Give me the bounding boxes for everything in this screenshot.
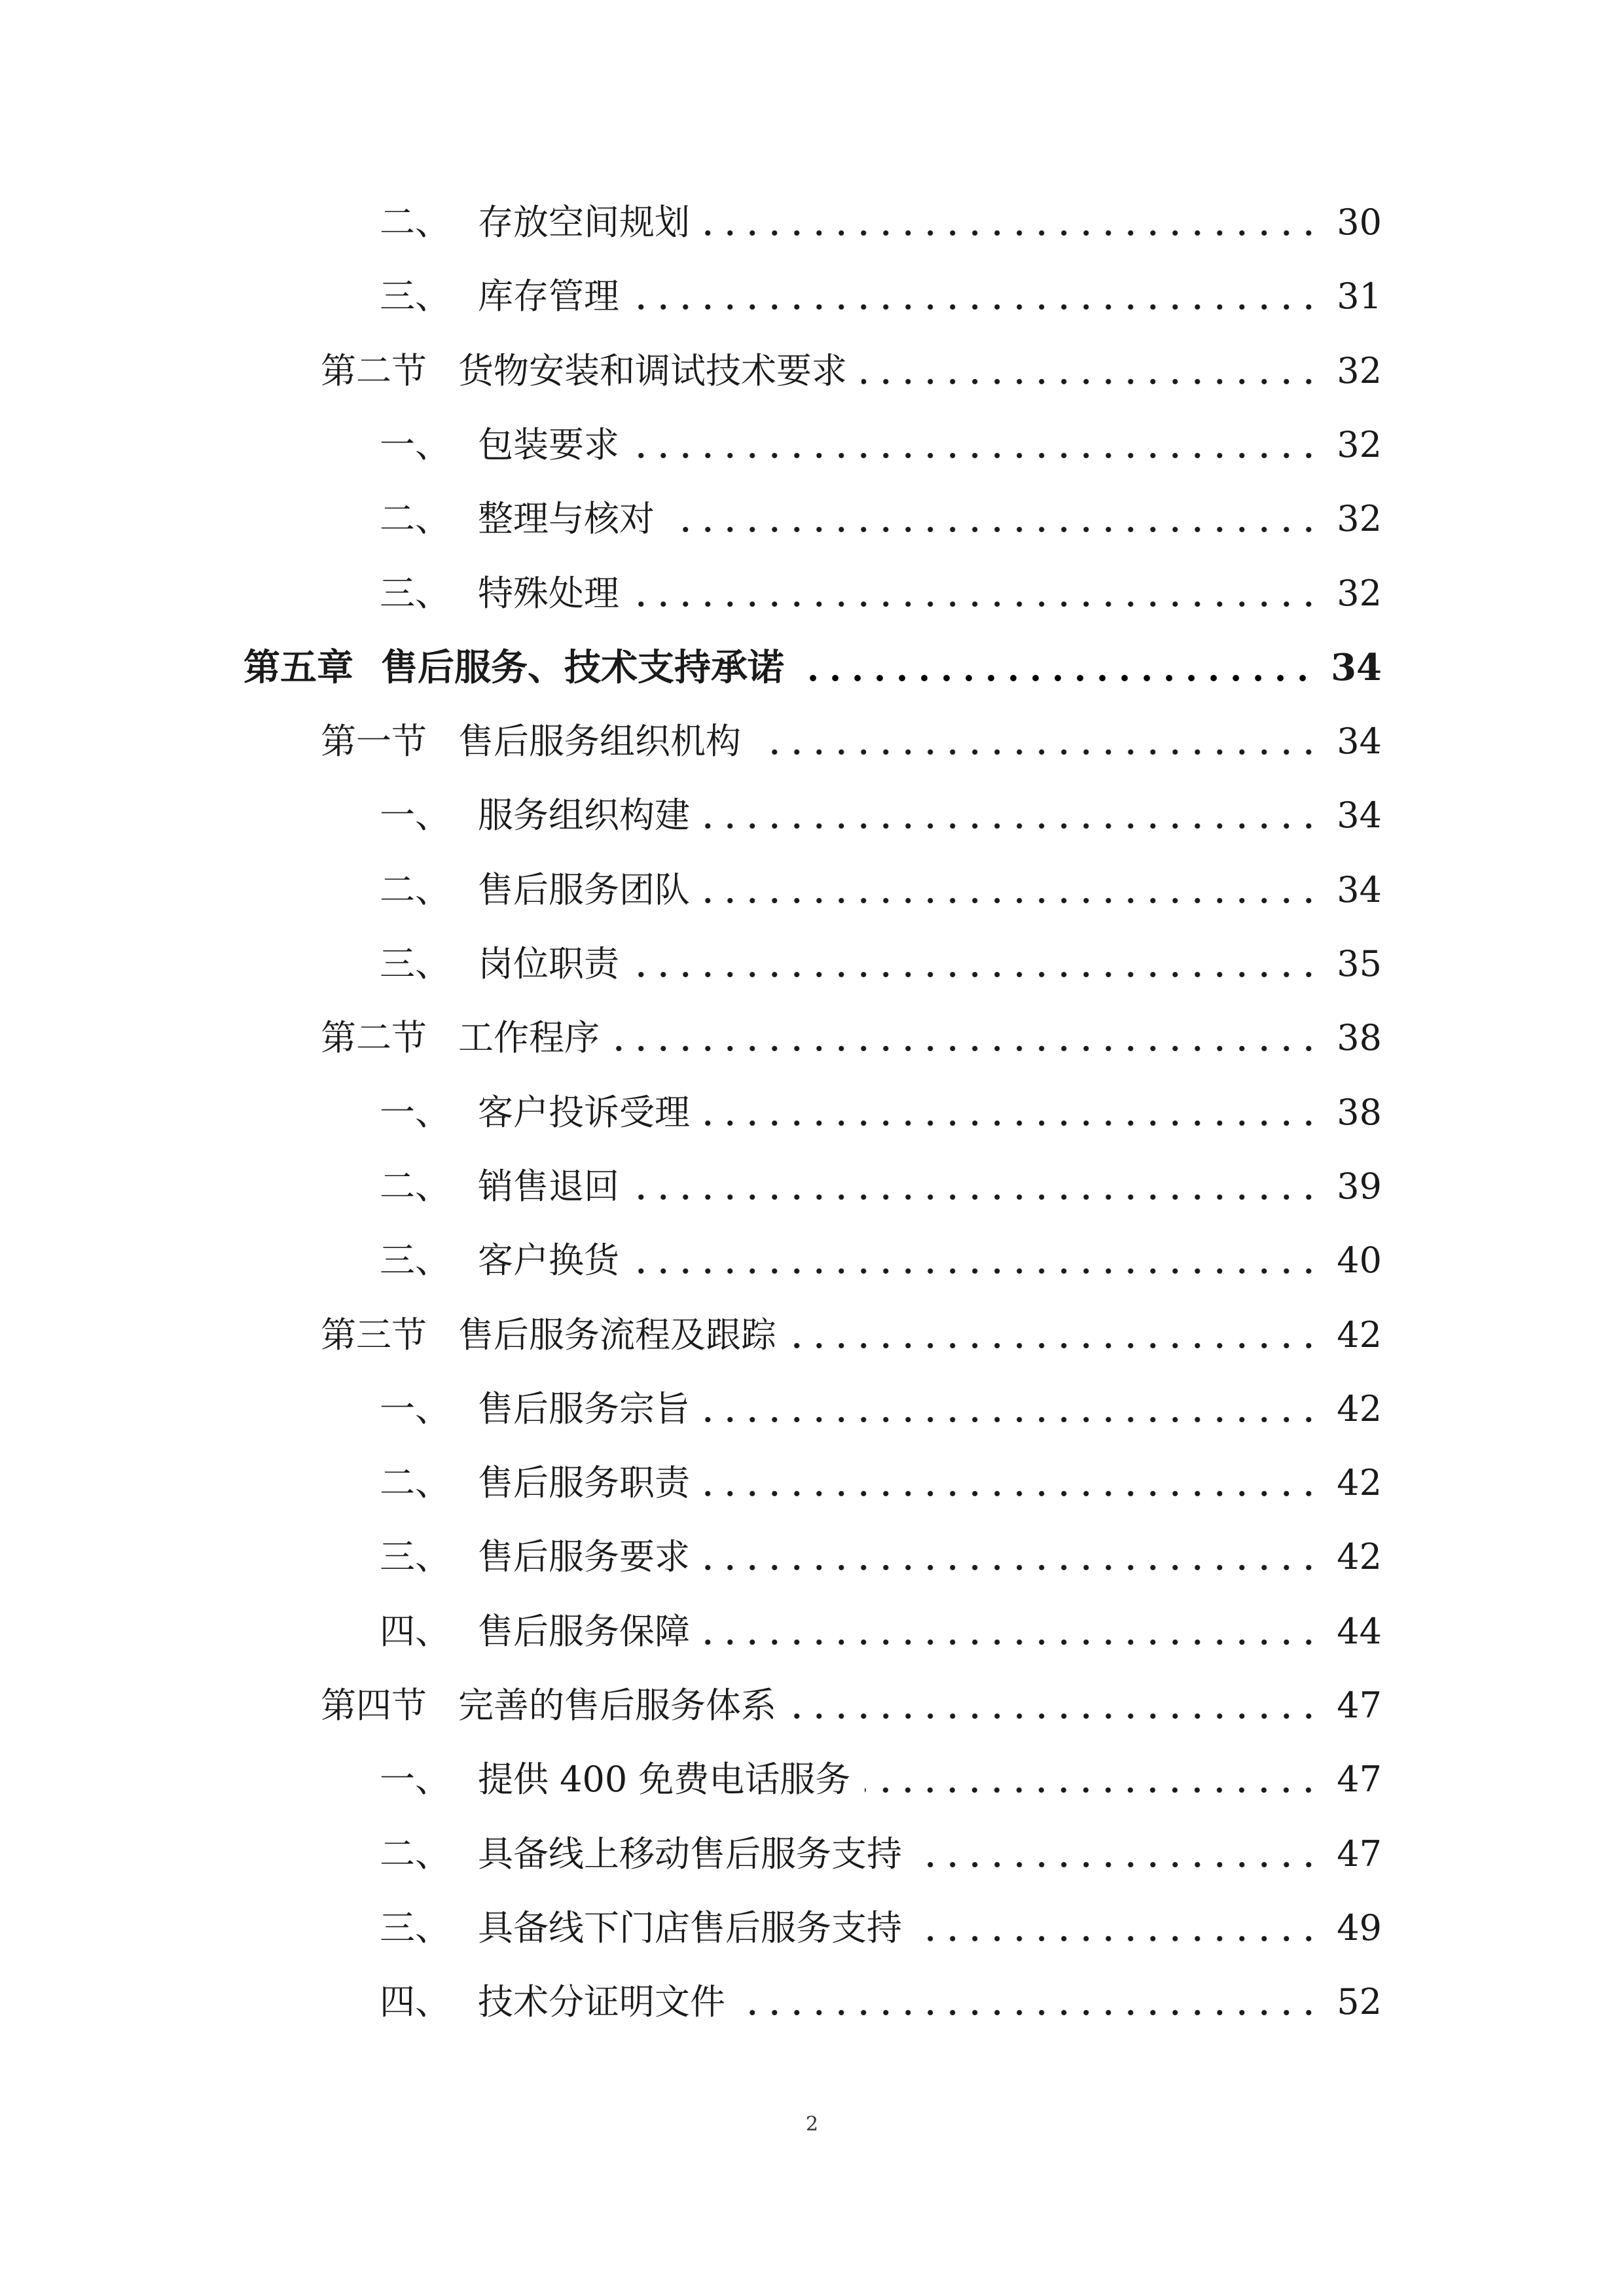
page-number: 2 bbox=[805, 2113, 819, 2136]
toc-entry-marker: 一、 bbox=[380, 1759, 450, 1800]
toc-entry-title: 完善的售后服务体系 bbox=[458, 1685, 776, 1726]
toc-entry-section[interactable] bbox=[321, 1312, 1382, 1358]
toc-entry-page-number: 32 bbox=[1337, 350, 1382, 391]
toc-entry-item[interactable] bbox=[380, 1164, 1382, 1210]
toc-entry-title: 提供 400 免费电话服务 bbox=[478, 1759, 851, 1800]
dot-leader bbox=[704, 200, 1320, 245]
toc-entry-page-number: 39 bbox=[1337, 1166, 1382, 1207]
toc-entry-page-number: 52 bbox=[1337, 1981, 1382, 2022]
toc-entry-item[interactable] bbox=[380, 941, 1382, 987]
dot-leader bbox=[740, 1979, 1320, 2025]
dot-leader bbox=[634, 1164, 1320, 1210]
toc-entry-title: 库存管理 bbox=[478, 276, 619, 317]
dot-leader bbox=[634, 941, 1320, 987]
dot-leader bbox=[634, 422, 1320, 468]
dot-leader bbox=[704, 1090, 1320, 1136]
toc-entry-title: 售后服务组织机构 bbox=[458, 721, 741, 762]
toc-entry-item[interactable] bbox=[380, 571, 1382, 617]
toc-entry-marker: 一、 bbox=[380, 1092, 450, 1133]
toc-entry-title: 售后服务宗旨 bbox=[478, 1388, 690, 1429]
toc-entry-page-number: 42 bbox=[1337, 1462, 1382, 1503]
dot-leader bbox=[865, 1757, 1320, 1803]
toc-entry-marker: 三、 bbox=[380, 943, 450, 984]
toc-entry-chapter[interactable] bbox=[244, 645, 1382, 691]
toc-entry-item[interactable] bbox=[380, 1757, 1382, 1803]
toc-entry-item[interactable] bbox=[380, 496, 1382, 542]
dot-leader bbox=[861, 348, 1320, 394]
toc-entry-section[interactable] bbox=[321, 719, 1382, 764]
toc-entry-item[interactable] bbox=[380, 422, 1382, 468]
dot-leader bbox=[704, 1386, 1320, 1432]
dot-leader bbox=[916, 1905, 1320, 1951]
toc-entry-marker: 三、 bbox=[380, 1536, 450, 1577]
toc-entry-page-number: 38 bbox=[1337, 1017, 1382, 1058]
toc-entry-title: 售后服务要求 bbox=[478, 1536, 690, 1577]
toc-entry-section[interactable] bbox=[321, 1015, 1382, 1061]
toc-entry-page-number: 34 bbox=[1331, 646, 1382, 689]
toc-entry-title: 岗位职责 bbox=[478, 943, 619, 984]
toc-entry-title: 客户换货 bbox=[478, 1240, 619, 1281]
toc-entry-title: 特殊处理 bbox=[478, 573, 619, 614]
toc-entry-page-number: 35 bbox=[1337, 943, 1382, 984]
toc-entry-marker: 第五章 bbox=[244, 646, 353, 689]
toc-entry-marker: 二、 bbox=[380, 1833, 450, 1874]
dot-leader bbox=[634, 274, 1320, 319]
toc-entry-page-number: 47 bbox=[1337, 1759, 1382, 1800]
dot-leader bbox=[799, 645, 1314, 691]
toc-entry-marker: 第一节 bbox=[321, 721, 427, 762]
toc-entry-item[interactable] bbox=[380, 1238, 1382, 1283]
toc-entry-page-number: 42 bbox=[1337, 1314, 1382, 1355]
toc-entry-page-number: 32 bbox=[1337, 424, 1382, 465]
toc-entry-page-number: 47 bbox=[1337, 1833, 1382, 1874]
toc-entry-item[interactable] bbox=[380, 274, 1382, 319]
toc-entry-title: 具备线上移动售后服务支持 bbox=[478, 1833, 902, 1874]
toc-entry-item[interactable] bbox=[380, 793, 1382, 838]
toc-entry-marker: 二、 bbox=[380, 202, 450, 243]
toc-entry-page-number: 44 bbox=[1337, 1611, 1382, 1652]
toc-entry-title: 具备线下门店售后服务支持 bbox=[478, 1907, 902, 1948]
toc-entry-item[interactable] bbox=[380, 1534, 1382, 1580]
toc-entry-item[interactable] bbox=[380, 1609, 1382, 1655]
toc-entry-marker: 第二节 bbox=[321, 1017, 427, 1058]
toc-entry-marker: 一、 bbox=[380, 424, 450, 465]
toc-entry-page-number: 34 bbox=[1337, 795, 1382, 836]
toc-entry-title: 包装要求 bbox=[478, 424, 619, 465]
toc-entry-marker: 二、 bbox=[380, 498, 450, 539]
dot-leader bbox=[669, 496, 1320, 542]
toc-entry-title: 售后服务流程及跟踪 bbox=[458, 1314, 776, 1355]
toc-entry-page-number: 32 bbox=[1337, 573, 1382, 614]
toc-entry-item[interactable] bbox=[380, 1831, 1382, 1877]
toc-entry-marker: 三、 bbox=[380, 1907, 450, 1948]
toc-entry-item[interactable] bbox=[380, 867, 1382, 913]
dot-leader bbox=[614, 1015, 1320, 1061]
toc-entry-page-number: 42 bbox=[1337, 1388, 1382, 1429]
dot-leader bbox=[704, 1460, 1320, 1506]
toc-entry-marker: 四、 bbox=[380, 1611, 450, 1652]
toc-entry-page-number: 40 bbox=[1337, 1240, 1382, 1281]
toc-entry-marker: 第四节 bbox=[321, 1685, 427, 1726]
toc-entry-marker: 第二节 bbox=[321, 350, 427, 391]
toc-entry-marker: 三、 bbox=[380, 573, 450, 614]
toc-entry-page-number: 30 bbox=[1337, 202, 1382, 243]
toc-entry-page-number: 49 bbox=[1337, 1907, 1382, 1948]
toc-entry-page-number: 38 bbox=[1337, 1092, 1382, 1133]
toc-entry-item[interactable] bbox=[380, 1979, 1382, 2025]
toc-entry-page-number: 31 bbox=[1337, 276, 1382, 317]
toc-entry-title: 工作程序 bbox=[458, 1017, 600, 1058]
toc-entry-title: 货物安装和调试技术要求 bbox=[458, 350, 847, 391]
toc-entry-marker: 一、 bbox=[380, 1388, 450, 1429]
toc-entry-marker: 三、 bbox=[380, 1240, 450, 1281]
toc-entry-title: 售后服务保障 bbox=[478, 1611, 690, 1652]
toc-entry-title: 技术分证明文件 bbox=[478, 1981, 725, 2022]
toc-entry-marker: 二、 bbox=[380, 1462, 450, 1503]
toc-entry-section[interactable] bbox=[321, 1683, 1382, 1729]
toc-entry-marker: 二、 bbox=[380, 869, 450, 910]
toc-entry-section[interactable] bbox=[321, 348, 1382, 394]
toc-entry-marker: 四、 bbox=[380, 1981, 450, 2022]
toc-entry-title: 售后服务职责 bbox=[478, 1462, 690, 1503]
dot-leader bbox=[755, 719, 1320, 764]
toc-entry-item[interactable] bbox=[380, 1905, 1382, 1951]
toc-entry-page-number: 34 bbox=[1337, 869, 1382, 910]
toc-entry-marker: 二、 bbox=[380, 1166, 450, 1207]
toc-entry-page-number: 34 bbox=[1337, 721, 1382, 762]
toc-entry-title: 客户投诉受理 bbox=[478, 1092, 690, 1133]
dot-leader bbox=[791, 1312, 1320, 1358]
toc-entry-item[interactable] bbox=[380, 1386, 1382, 1432]
toc-entry-page-number: 47 bbox=[1337, 1685, 1382, 1726]
toc-entry-title: 存放空间规划 bbox=[478, 202, 690, 243]
dot-leader bbox=[634, 1238, 1320, 1283]
dot-leader bbox=[704, 793, 1320, 838]
toc-entry-page-number: 42 bbox=[1337, 1536, 1382, 1577]
dot-leader bbox=[791, 1683, 1320, 1729]
toc-entry-title: 服务组织构建 bbox=[478, 795, 690, 836]
toc-entry-item[interactable] bbox=[380, 200, 1382, 245]
toc-entry-title: 整理与核对 bbox=[478, 498, 655, 539]
dot-leader bbox=[916, 1831, 1320, 1877]
toc-entry-marker: 第三节 bbox=[321, 1314, 427, 1355]
toc-entry-marker: 三、 bbox=[380, 276, 450, 317]
toc-entry-title: 销售退回 bbox=[478, 1166, 619, 1207]
toc-entry-marker: 一、 bbox=[380, 795, 450, 836]
dot-leader bbox=[704, 1609, 1320, 1655]
toc-entry-title: 售后服务、技术支持承诺 bbox=[381, 646, 784, 689]
toc-entry-page-number: 32 bbox=[1337, 498, 1382, 539]
toc-entry-title: 售后服务团队 bbox=[478, 869, 690, 910]
dot-leader bbox=[704, 1534, 1320, 1580]
dot-leader bbox=[634, 571, 1320, 617]
toc-entry-item[interactable] bbox=[380, 1090, 1382, 1136]
dot-leader bbox=[704, 867, 1320, 913]
toc-entry-item[interactable] bbox=[380, 1460, 1382, 1506]
